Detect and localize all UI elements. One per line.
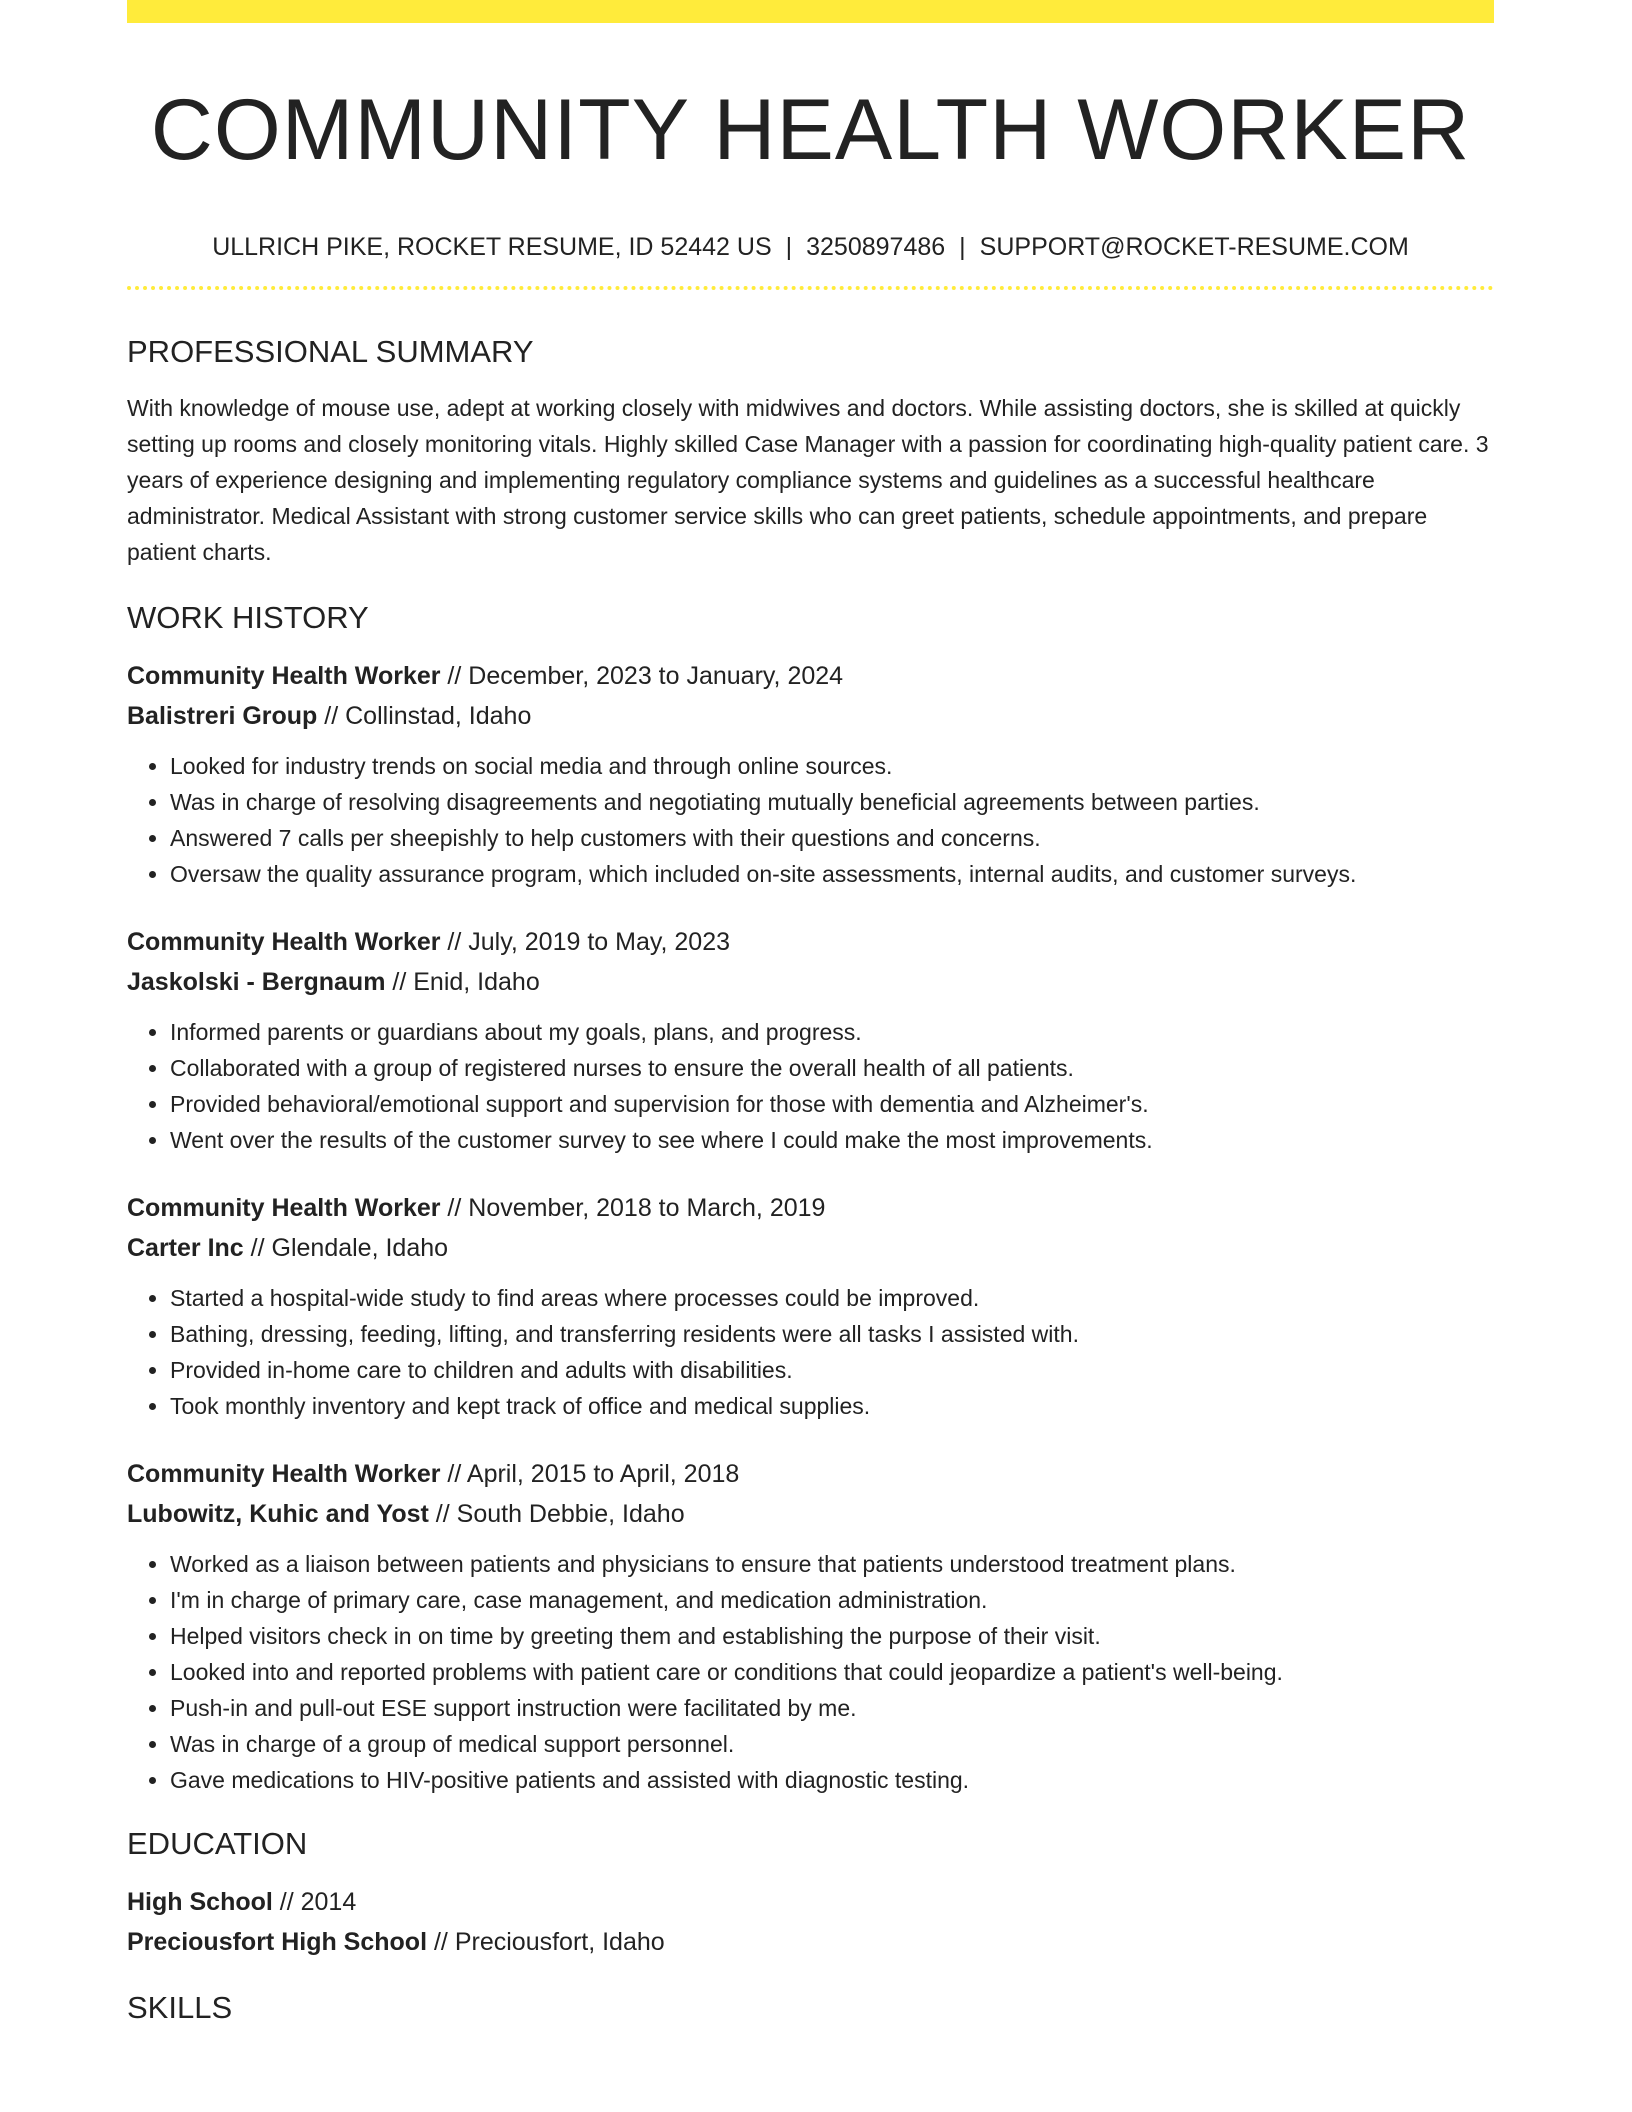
job-company: Carter Inc <box>127 1234 244 1262</box>
job-bullet: • Provided behavioral/emotional support and supervision for those with dementia and Alzheimer's. <box>170 1086 1494 1122</box>
job-bullet: • Bathing, dressing, feeding, lifting, and transferring residents were all tasks I assisted with. <box>170 1316 1494 1352</box>
work-history-list <box>127 656 1494 1798</box>
job-bullet: • Was in charge of resolving disagreements and negotiating mutually beneficial agreements between parties. <box>170 784 1494 820</box>
education-degree-line <box>127 1882 1494 1922</box>
education-entry <box>127 1882 1494 1962</box>
job-bullet: • Answered 7 calls per sheepishly to help customers with their questions and concerns. <box>170 820 1494 856</box>
education-school-line <box>127 1922 1494 1962</box>
job-bullet: • Push-in and pull-out ESE support instruction were facilitated by me. <box>170 1690 1494 1726</box>
job-bullet: • Was in charge of a group of medical support personnel. <box>170 1726 1494 1762</box>
job-dates: July, 2019 to May, 2023 <box>468 928 731 956</box>
resume-title: COMMUNITY HEALTH WORKER <box>150 82 1471 178</box>
job-entry <box>127 1188 1494 1424</box>
job-bullet-list <box>127 1546 1494 1798</box>
job-bullet-list <box>127 1280 1494 1424</box>
job-company: Balistreri Group <box>127 702 318 730</box>
summary-heading: PROFESSIONAL SUMMARY <box>127 334 534 369</box>
job-title-line <box>127 1454 1494 1494</box>
contact-line <box>127 232 1494 262</box>
job-bullet: • Looked for industry trends on social media and through online sources. <box>170 748 1494 784</box>
job-title-line <box>127 656 1494 696</box>
separator: // <box>428 1500 457 1528</box>
contact-separator: | <box>785 233 793 261</box>
separator: // <box>440 662 469 690</box>
job-bullet: • Provided in-home care to children and adults with disabilities. <box>170 1352 1494 1388</box>
separator: // <box>440 928 469 956</box>
job-dates: December, 2023 to January, 2024 <box>468 662 844 690</box>
job-company-line <box>127 1228 1494 1268</box>
job-bullet: • Gave medications to HIV-positive patients and assisted with diagnostic testing. <box>170 1762 1494 1798</box>
separator: // <box>385 968 414 996</box>
work-history-heading: WORK HISTORY <box>127 600 369 635</box>
job-bullet-list <box>127 1014 1494 1158</box>
job-entry <box>127 656 1494 892</box>
contact-email: SUPPORT@ROCKET-RESUME.COM <box>979 233 1409 261</box>
job-bullet: • I'm in charge of primary care, case management, and medication administration. <box>170 1582 1494 1618</box>
job-bullet: • Worked as a liaison between patients and physicians to ensure that patients understood treatment plans. <box>170 1546 1494 1582</box>
job-location: Enid, Idaho <box>413 968 540 996</box>
dotted-divider <box>127 286 1494 290</box>
summary-text: With knowledge of mouse use, adept at working closely with midwives and doctors. While assisting doctors, she is skilled at quickly setting up rooms and closely monitoring vitals. Highly skilled Case Manager with a passion for coordinating high-quality patient care. 3 years of experience designing and implementing regulatory compliance systems and guidelines as a successful healthcare administrator. Medical Assistant with strong customer service skills who can greet patients, schedule appointments, and prepare patient charts. <box>127 395 1489 565</box>
job-title: Community Health Worker <box>127 1460 441 1488</box>
job-title: Community Health Worker <box>127 1194 441 1222</box>
resume-content <box>127 0 1494 2028</box>
education-school: Preciousfort High School <box>127 1928 428 1956</box>
job-dates: April, 2015 to April, 2018 <box>466 1460 740 1488</box>
job-bullet: • Collaborated with a group of registered nurses to ensure the overall health of all patients. <box>170 1050 1494 1086</box>
job-location: Collinstad, Idaho <box>345 702 532 730</box>
separator: // <box>317 702 346 730</box>
education-year: 2014 <box>300 1888 357 1916</box>
job-bullet: • Oversaw the quality assurance program, which included on-site assessments, internal audits, and customer surveys. <box>170 856 1494 892</box>
job-company: Lubowitz, Kuhic and Yost <box>127 1500 429 1528</box>
separator: // <box>427 1928 455 1956</box>
job-bullet: • Took monthly inventory and kept track of office and medical supplies. <box>170 1388 1494 1424</box>
education-heading: EDUCATION <box>127 1826 308 1861</box>
contact-phone: 3250897486 <box>806 233 946 261</box>
job-entry <box>127 1454 1494 1798</box>
job-location: South Debbie, Idaho <box>456 1500 685 1528</box>
job-title: Community Health Worker <box>127 928 441 956</box>
contact-separator: | <box>959 233 966 261</box>
job-dates: November, 2018 to March, 2019 <box>468 1194 826 1222</box>
separator: // <box>243 1234 272 1262</box>
job-title-line <box>127 1188 1494 1228</box>
job-company-line <box>127 962 1494 1002</box>
job-company-line <box>127 1494 1494 1534</box>
job-title: Community Health Worker <box>127 662 441 690</box>
job-company: Jaskolski - Bergnaum <box>127 968 386 996</box>
education-degree: High School <box>127 1888 273 1916</box>
contact-address: ULLRICH PIKE, ROCKET RESUME, ID 52442 US <box>212 233 772 261</box>
job-bullet-list <box>127 748 1494 892</box>
job-bullet: • Helped visitors check in on time by greeting them and establishing the purpose of their visit. <box>170 1618 1494 1654</box>
job-title-line <box>127 922 1494 962</box>
separator: // <box>440 1460 467 1488</box>
job-bullet: • Went over the results of the customer survey to see where I could make the most improvements. <box>170 1122 1494 1158</box>
job-company-line <box>127 696 1494 736</box>
education-location: Preciousfort, Idaho <box>454 1928 665 1956</box>
job-bullet: • Informed parents or guardians about my goals, plans, and progress. <box>170 1014 1494 1050</box>
job-bullet: • Looked into and reported problems with patient care or conditions that could jeopardize a patient's well-being. <box>170 1654 1494 1690</box>
job-entry <box>127 922 1494 1158</box>
separator: // <box>440 1194 469 1222</box>
job-bullet: • Started a hospital-wide study to find areas where processes could be improved. <box>170 1280 1494 1316</box>
separator: // <box>272 1888 301 1916</box>
skills-heading: SKILLS <box>127 1990 233 2025</box>
job-location: Glendale, Idaho <box>271 1234 449 1262</box>
